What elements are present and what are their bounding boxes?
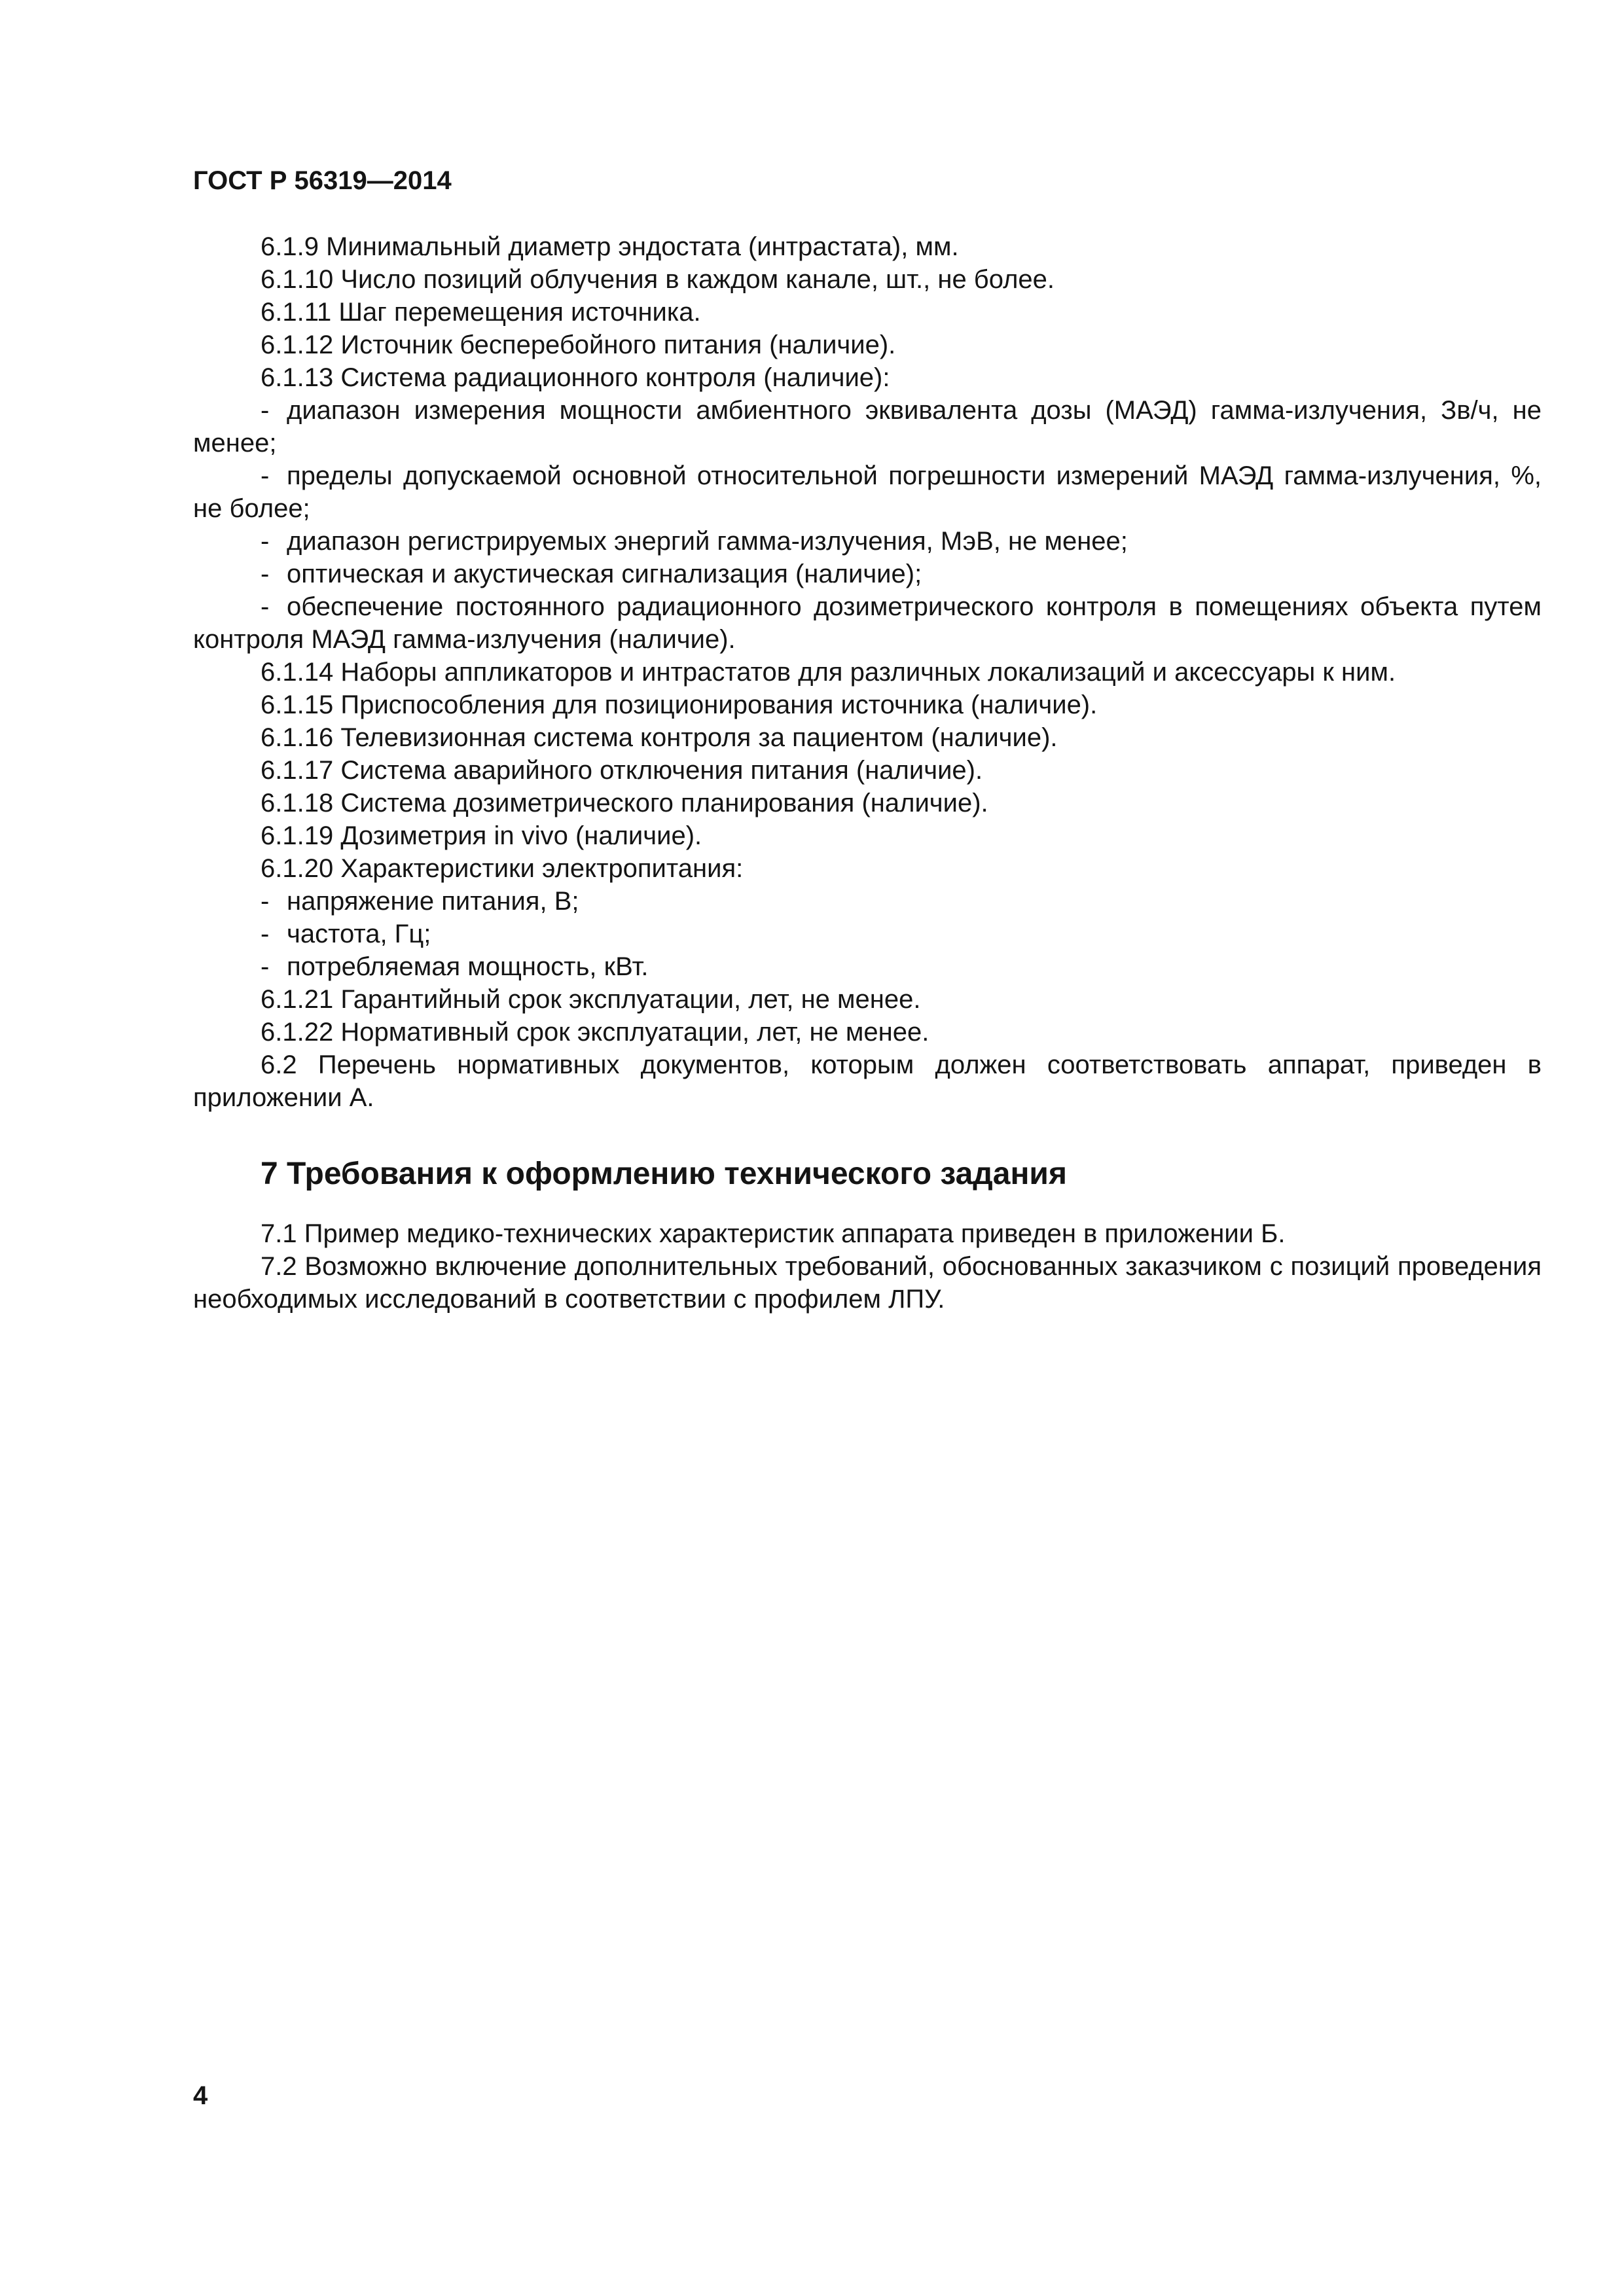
bullet-text: потребляемая мощность, кВт. [287, 952, 649, 981]
bullet-text: оптическая и акустическая сигнализация (наличие); [287, 560, 922, 588]
bullet-dash: - [261, 527, 270, 556]
clause-7-2: 7.2 Возможно включение дополнительных требований, обоснованных заказчиком с позиций проведения необходимых исследований в соответствии с профилем ЛПУ. [193, 1252, 1542, 1314]
bullet-text: диапазон измерения мощности амбиентного эквивалента дозы (МАЭД) гамма-излучения, Зв/ч, не менее; [193, 396, 1542, 457]
bullet-item [193, 885, 1542, 918]
spacer [193, 1194, 1542, 1217]
page-number: 4 [193, 2081, 208, 2110]
clause-6-1-22: 6.1.22 Нормативный срок эксплуатации, лет, не менее. [261, 1018, 929, 1047]
clause-7-1: 7.1 Пример медико-технических характеристик аппарата приведен в приложении Б. [261, 1219, 1286, 1248]
bullet-dash: - [261, 920, 270, 948]
bullet-dash: - [261, 952, 270, 981]
bullet-item [193, 459, 1542, 525]
bullet-item [193, 950, 1542, 983]
clause-6-1-11: 6.1.11 Шаг перемещения источника. [261, 298, 701, 327]
clause-6-1-16: 6.1.16 Телевизионная система контроля за пациентом (наличие). [261, 723, 1058, 752]
bullet-item [193, 590, 1542, 656]
clause-6-1-20: 6.1.20 Характеристики электропитания: [261, 854, 744, 883]
clause-6-1-18: 6.1.18 Система дозиметрического планирования (наличие). [261, 789, 988, 817]
bullet-item [193, 525, 1542, 558]
bullet-text: напряжение питания, В; [287, 887, 579, 916]
section-7-title: 7 Требования к оформлению технического задания [261, 1157, 1067, 1191]
clause-6-1-14: 6.1.14 Наборы аппликаторов и интрастатов для различных локализаций и аксессуары к ним. [261, 658, 1396, 687]
bullet-text: обеспечение постоянного радиационного дозиметрического контроля в помещениях объекта путем контроля МАЭД гамма-излучения (наличие). [193, 592, 1542, 654]
clause-6-1-17: 6.1.17 Система аварийного отключения питания (наличие). [261, 756, 983, 785]
bullet-dash: - [261, 396, 270, 425]
spacer [193, 1114, 1542, 1147]
bullet-text: частота, Гц; [287, 920, 431, 948]
clause-6-1-12: 6.1.12 Источник бесперебойного питания (наличие). [261, 331, 896, 359]
clause-6-1-21: 6.1.21 Гарантийный срок эксплуатации, лет, не менее. [261, 985, 921, 1014]
clause-6-2: 6.2 Перечень нормативных документов, которым должен соответствовать аппарат, приведен в приложении А. [193, 1050, 1542, 1112]
bullet-item [193, 918, 1542, 950]
bullet-dash: - [261, 887, 270, 916]
clause-6-1-9: 6.1.9 Минимальный диаметр эндостата (интрастата), мм. [261, 232, 959, 261]
clause-6-1-10: 6.1.10 Число позиций облучения в каждом канале, шт., не более. [261, 265, 1055, 294]
clause-6-1-19: 6.1.19 Дозиметрия in vivo (наличие). [261, 821, 702, 850]
bullet-text: диапазон регистрируемых энергий гамма-излучения, МэВ, не менее; [287, 527, 1128, 556]
clause-6-1-15: 6.1.15 Приспособления для позиционирования источника (наличие). [261, 691, 1098, 719]
bullet-item [193, 394, 1542, 459]
clause-6-1-13: 6.1.13 Система радиационного контроля (наличие): [261, 363, 890, 392]
bullet-text: пределы допускаемой основной относительной погрешности измерений МАЭД гамма-излучения, %, не более; [193, 461, 1542, 523]
bullet-dash: - [261, 560, 270, 588]
bullet-item [193, 558, 1542, 590]
document-body [193, 230, 1542, 1316]
bullet-dash: - [261, 592, 270, 621]
document-code-header: ГОСТ Р 56319—2014 [193, 166, 452, 195]
bullet-dash: - [261, 461, 270, 490]
